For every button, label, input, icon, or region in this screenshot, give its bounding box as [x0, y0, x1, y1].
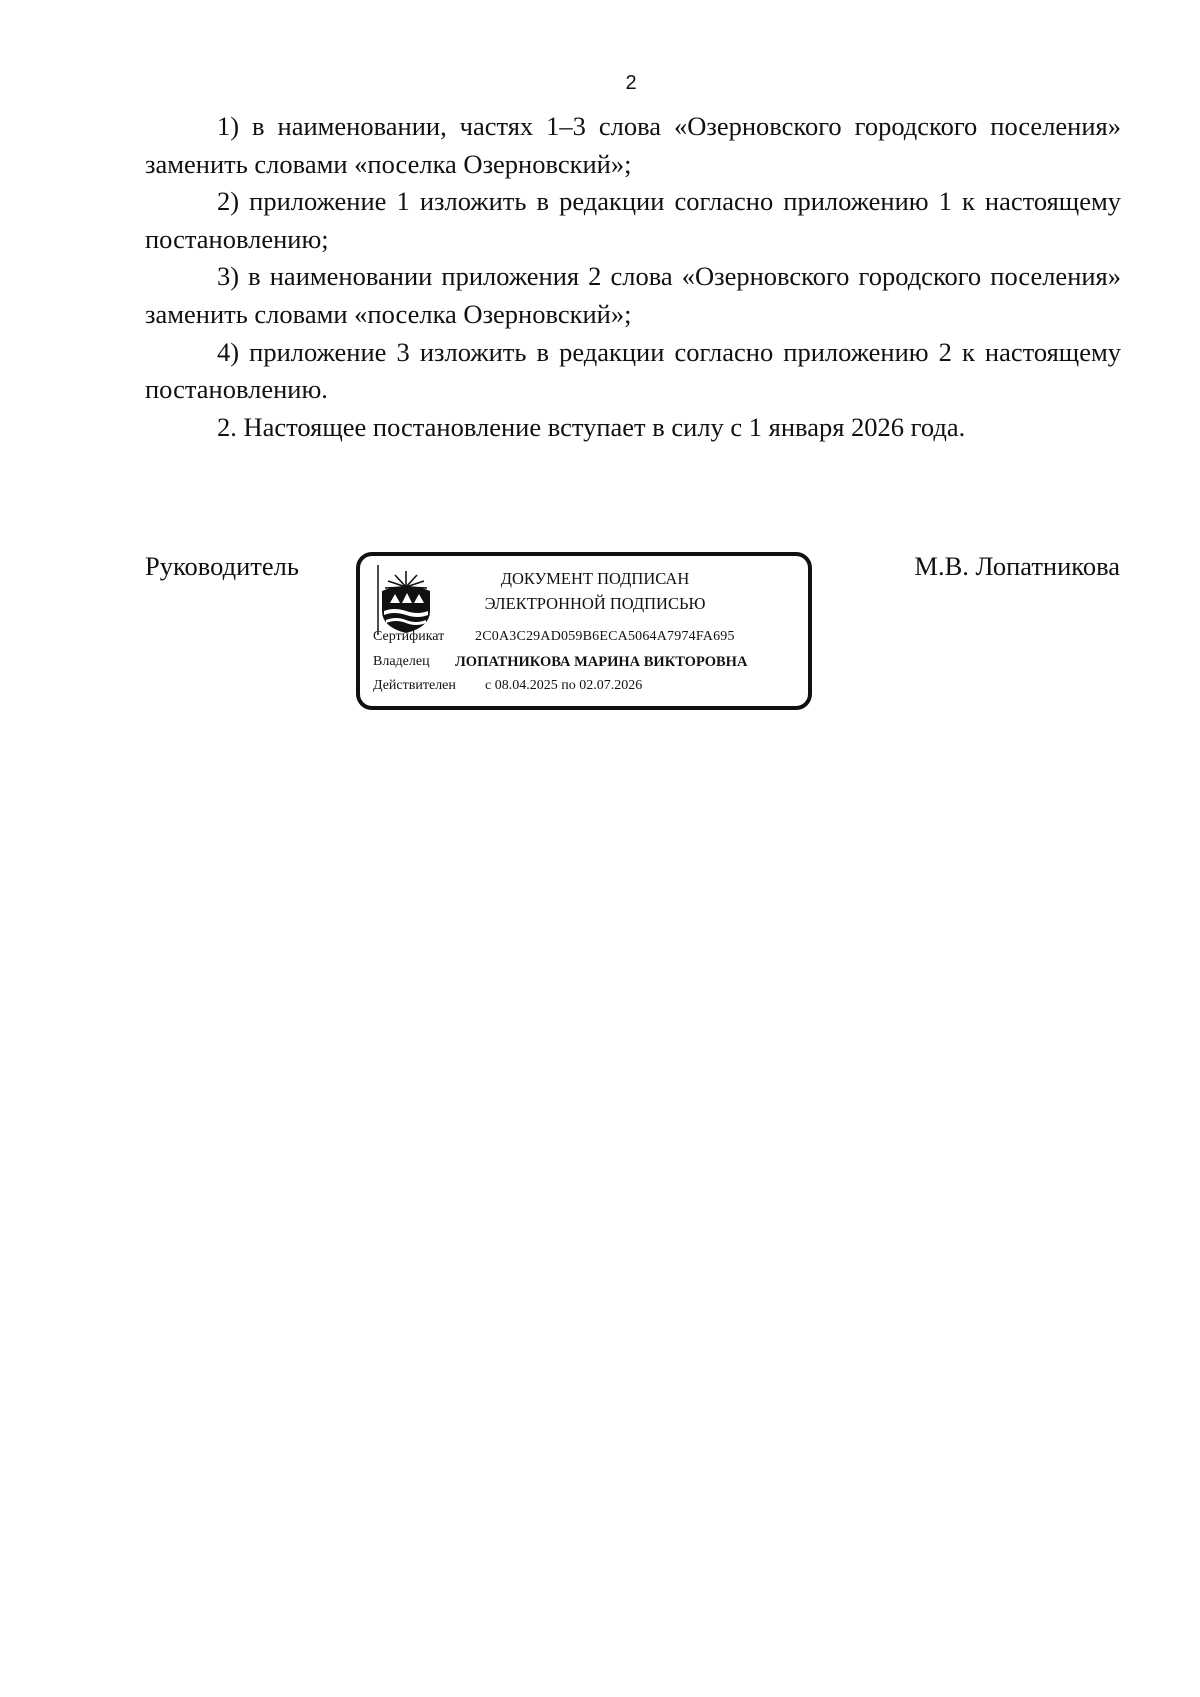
signature-role: Руководитель	[145, 551, 299, 581]
electronic-signature-stamp	[356, 552, 812, 710]
stamp-title-line2: ЭЛЕКТРОННОЙ ПОДПИСЬЮ	[484, 594, 706, 613]
kamchatka-coat-of-arms-icon	[376, 565, 436, 635]
document-body	[145, 108, 1121, 446]
stamp-title-line1: ДОКУМЕНТ ПОДПИСАН	[500, 569, 690, 588]
stamp-validity-value: с 08.04.2025 по 02.07.2026	[485, 678, 643, 693]
stamp-certificate-value: 2C0A3C29AD059B6ECA5064A7974FA695	[475, 629, 735, 644]
stamp-validity-label: Действителен	[373, 678, 456, 693]
stamp-owner-value: ЛОПАТНИКОВА МАРИНА ВИКТОРОВНА	[455, 654, 748, 670]
stamp-title	[470, 566, 720, 616]
stamp-owner-row	[373, 654, 748, 670]
signature-name: М.В. Лопатникова	[914, 551, 1120, 581]
paragraph-item-1: 1) в наименовании, частях 1–3 слова «Озерновского городского поселения» заменить словами «поселка Озерновский»;	[145, 111, 1121, 179]
stamp-certificate-label: Сертификат	[373, 629, 445, 644]
paragraph-effective-date: 2. Настоящее постановление вступает в силу с 1 января 2026 года.	[217, 411, 966, 442]
paragraph-item-4: 4) приложение 3 изложить в редакции согласно приложению 2 к настоящему постановлению.	[145, 336, 1121, 405]
stamp-owner-label: Владелец	[373, 654, 430, 669]
paragraph-item-2: 2) приложение 1 изложить в редакции согласно приложению 1 к настоящему постановлению;	[145, 186, 1121, 254]
page-number: 2	[625, 72, 637, 94]
paragraph-item-3: 3) в наименовании приложения 2 слова «Озерновского городского поселения» заменить словами «поселка Озерновский»;	[145, 261, 1121, 329]
stamp-certificate-row	[373, 629, 735, 645]
stamp-validity-row	[373, 678, 643, 694]
